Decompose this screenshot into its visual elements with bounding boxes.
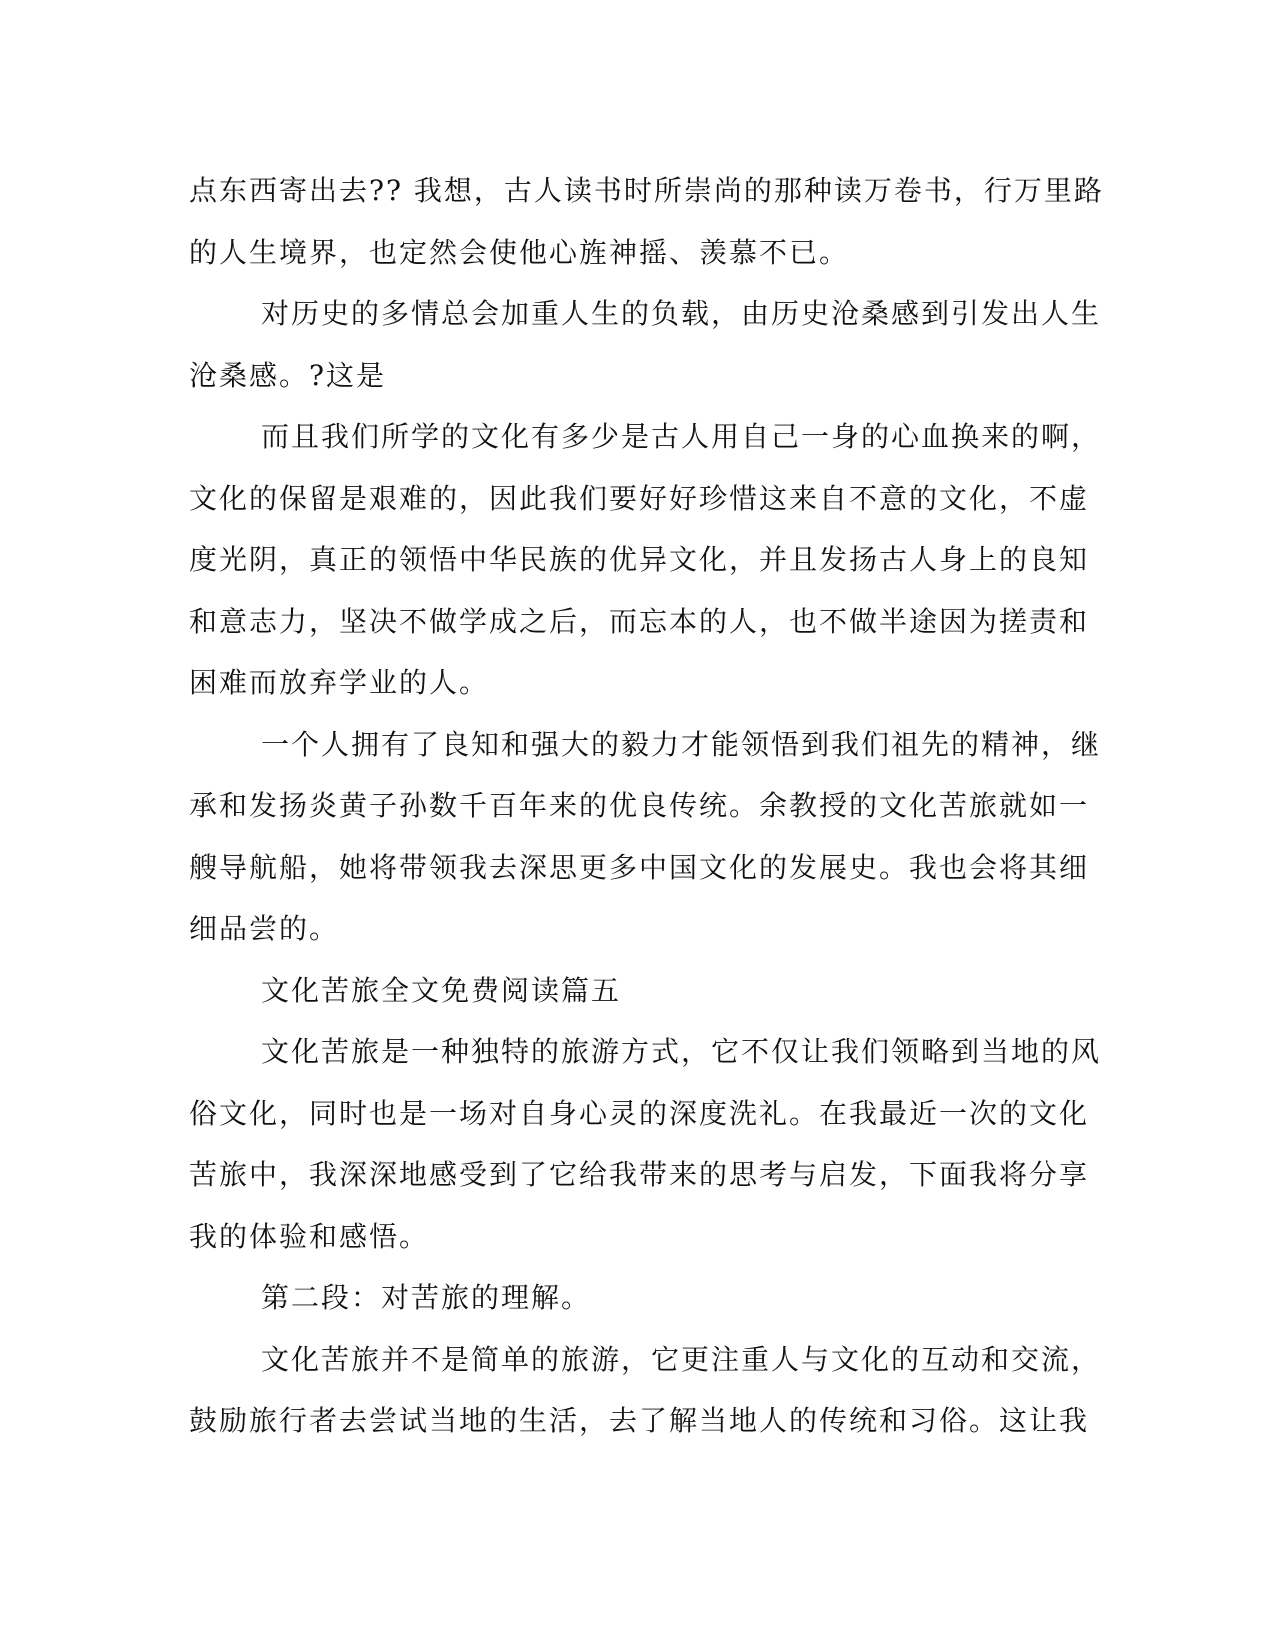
- paragraph-first-line: 一个人拥有了良知和强大的毅力才能领悟到我们祖先的精神，继: [261, 727, 1102, 761]
- paragraph-first-line: 文化苦旅并不是简单的旅游，它更注重人与文化的互动和交流，: [261, 1342, 1102, 1376]
- section-heading: 文化苦旅全文免费阅读篇五: [261, 973, 622, 1007]
- text-line: 沧桑感。?这是: [189, 358, 387, 392]
- text-line: 点东西寄出去?? 我想，古人读书时所崇尚的那种读万卷书，行万里路: [189, 174, 1104, 207]
- text-line: 鼓励旅行者去尝试当地的生活，去了解当地人的传统和习俗。这让我: [189, 1404, 1090, 1437]
- subsection-heading: 第二段：对苦旅的理解。: [261, 1281, 592, 1314]
- text-line: 度光阴，真正的领悟中华民族的优异文化，并且发扬古人身上的良知: [189, 543, 1090, 576]
- text-line: 俗文化，同时也是一场对自身心灵的深度洗礼。在我最近一次的文化: [189, 1096, 1090, 1130]
- text-line: 细品尝的。: [189, 912, 340, 945]
- text-line: 苦旅中，我深深地感受到了它给我带来的思考与启发，下面我将分享: [189, 1158, 1090, 1191]
- text-line: 艘导航船，她将带领我去深思更多中国文化的发展史。我也会将其细: [189, 850, 1090, 884]
- text-line: 的人生境界，也定然会使他心旌神摇、羡慕不已。: [189, 235, 850, 269]
- paragraph-first-line: 对历史的多情总会加重人生的负载，由历史沧桑感到引发出人生: [261, 297, 1102, 330]
- paragraph-first-line: 文化苦旅是一种独特的旅游方式，它不仅让我们领略到当地的风: [261, 1035, 1102, 1068]
- document-body: [189, 160, 1104, 1452]
- text-line: 困难而放弃学业的人。: [189, 666, 490, 699]
- text-line: 文化的保留是艰难的，因此我们要好好珍惜这来自不意的文化，不虚: [189, 481, 1090, 515]
- text-line: 和意志力，坚决不做学成之后，而忘本的人，也不做半途因为搓责和: [189, 604, 1090, 638]
- text-line: 我的体验和感悟。: [189, 1219, 430, 1253]
- paragraph-first-line: 而且我们所学的文化有多少是古人用自己一身的心血换来的啊，: [261, 420, 1102, 453]
- text-line: 承和发扬炎黄子孙数千百年来的优良传统。余教授的文化苦旅就如一: [189, 789, 1090, 822]
